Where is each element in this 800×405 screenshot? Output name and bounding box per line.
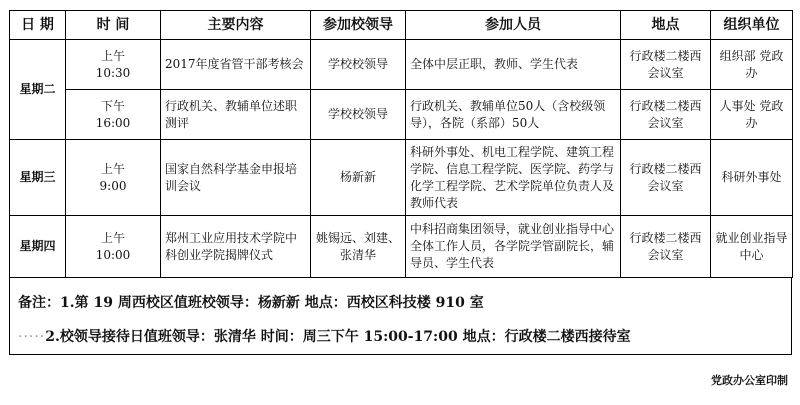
leaders-cell: 杨新新 <box>311 140 406 216</box>
organizer-cell: 人事处 党政办 <box>711 90 793 140</box>
header-content: 主要内容 <box>161 11 311 40</box>
location-cell: 行政楼二楼西会议室 <box>621 90 711 140</box>
time-cell <box>66 140 161 216</box>
schedule-table <box>9 10 793 278</box>
table-row <box>10 40 793 90</box>
attendees-cell: 全体中层正职，教师、学生代表 <box>406 40 621 90</box>
day-cell: 星期三 <box>10 140 66 216</box>
indent-dots: ····· <box>18 329 46 345</box>
notes-box <box>9 278 792 355</box>
time-label: 下午 <box>100 98 125 113</box>
header-organizer: 组织单位 <box>711 11 793 40</box>
table-row <box>10 140 793 216</box>
content-cell: 行政机关、教辅单位述职测评 <box>161 90 311 140</box>
time-label: 上午 <box>100 230 125 245</box>
header-attendees: 参加人员 <box>406 11 621 40</box>
organizer-cell: 科研外事处 <box>711 140 793 216</box>
leaders-cell: 姚锡远、刘建、张清华 <box>311 216 406 278</box>
day-cell: 星期二 <box>10 40 66 140</box>
day-cell: 星期四 <box>10 216 66 278</box>
table-row <box>10 216 793 278</box>
note-line-1: 备注：1.第 19 周西校区值班校领导：杨新新 地点：西校区科技楼 910 室 <box>18 295 484 311</box>
time-cell <box>66 216 161 278</box>
time-label: 上午 <box>100 48 125 63</box>
location-cell: 行政楼二楼西会议室 <box>621 140 711 216</box>
note-line-2: 2.校领导接待日值班领导：张清华 时间：周三下午 15:00-17:00 地点：行政楼二楼西接待室 <box>45 329 631 345</box>
time-cell <box>66 40 161 90</box>
time-value: 10:00 <box>95 247 131 262</box>
footer-printed-by: 党政办公室印制 <box>711 374 788 387</box>
header-location: 地点 <box>621 11 711 40</box>
time-value: 9:00 <box>99 178 127 193</box>
attendees-cell: 行政机关、教辅单位50人（含校级领导），各院（系部）50人 <box>406 90 621 140</box>
content-cell: 2017年度省管干部考核会 <box>161 40 311 90</box>
header-leaders: 参加校领导 <box>311 11 406 40</box>
location-cell: 行政楼二楼西会议室 <box>621 216 711 278</box>
leaders-cell: 学校校领导 <box>311 90 406 140</box>
leaders-cell: 学校校领导 <box>311 40 406 90</box>
time-value: 16:00 <box>95 115 131 130</box>
header-row <box>10 11 793 40</box>
note-line-2-wrap <box>18 326 631 346</box>
header-day: 日 期 <box>10 11 66 40</box>
header-time: 时 间 <box>66 11 161 40</box>
time-label: 上午 <box>100 161 125 176</box>
table-row <box>10 90 793 140</box>
organizer-cell: 组织部 党政办 <box>711 40 793 90</box>
location-cell: 行政楼二楼西会议室 <box>621 40 711 90</box>
time-value: 10:30 <box>95 65 131 80</box>
organizer-cell: 就业创业指导中心 <box>711 216 793 278</box>
attendees-cell: 科研外事处、机电工程学院、建筑工程学院、信息工程学院、医学院、药学与化学工程学院、艺术学院单位负责人及教师代表 <box>406 140 621 216</box>
content-cell: 国家自然科学基金申报培训会议 <box>161 140 311 216</box>
content-cell: 郑州工业应用技术学院中科创业学院揭牌仪式 <box>161 216 311 278</box>
time-cell <box>66 90 161 140</box>
attendees-cell: 中科招商集团领导，就业创业指导中心全体工作人员，各学院学管副院长，辅导员、学生代表 <box>406 216 621 278</box>
